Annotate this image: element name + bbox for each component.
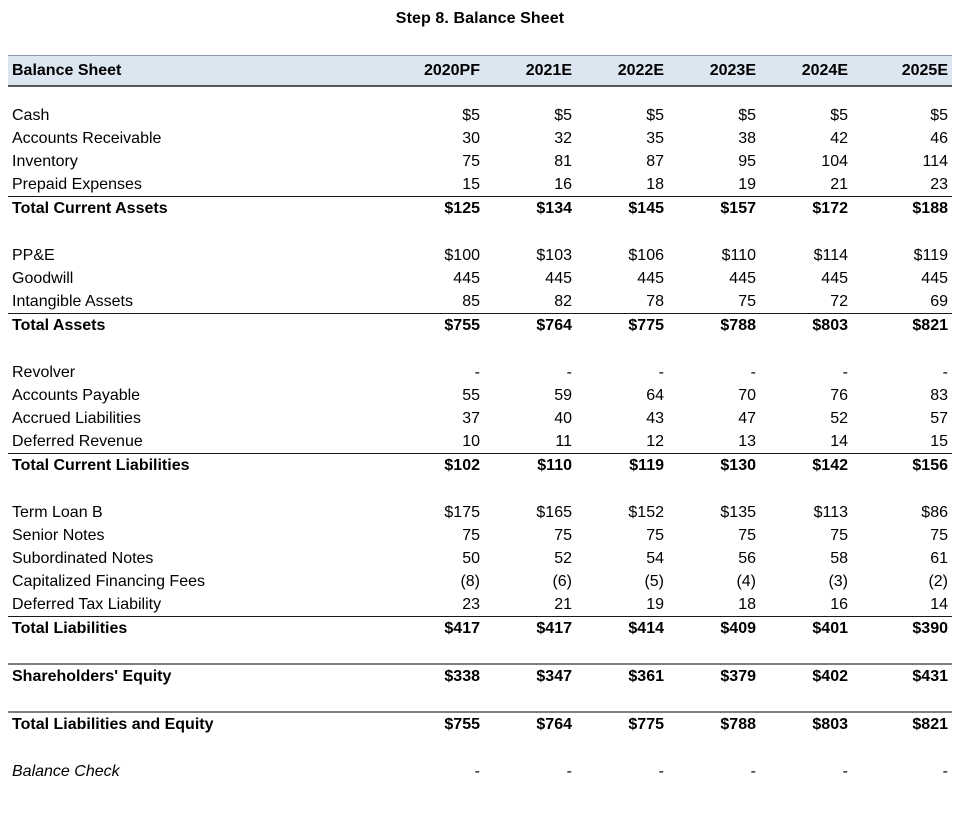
row-value: $125 — [392, 197, 484, 221]
row-value: $775 — [576, 314, 668, 338]
row-value: 30 — [462, 130, 480, 147]
row-value: 83 — [930, 387, 948, 404]
row-value: 445 — [729, 270, 756, 287]
table-row-accrued-liabilities — [8, 407, 952, 430]
spacer-row — [8, 736, 952, 760]
row-value: 75 — [738, 293, 756, 310]
row-value: 81 — [554, 153, 572, 170]
row-label: Cash — [12, 107, 50, 124]
table-row-total-liabilities — [8, 617, 952, 641]
row-value: (8) — [460, 573, 480, 590]
row-label: Subordinated Notes — [12, 550, 154, 567]
row-value: 72 — [830, 293, 848, 310]
row-value: - — [842, 364, 848, 381]
row-value: $414 — [576, 617, 668, 641]
row-value: 21 — [830, 176, 848, 193]
sheet-title: Step 8. Balance Sheet — [395, 10, 565, 27]
table-row-capitalized-financing-fees — [8, 570, 952, 593]
table-row-shareholders-equity — [8, 664, 952, 688]
row-value: $5 — [930, 107, 948, 124]
row-value: 85 — [462, 293, 480, 310]
spacer-cell — [8, 640, 952, 664]
column-header-2021e: 2021E — [484, 56, 576, 87]
row-value: $755 — [392, 314, 484, 338]
row-value: 42 — [830, 130, 848, 147]
row-value: $175 — [444, 504, 480, 521]
row-value: - — [474, 364, 480, 381]
row-value: $390 — [852, 617, 952, 641]
table-row-pp-e — [8, 244, 952, 267]
row-value: 35 — [646, 130, 664, 147]
row-value: - — [566, 763, 572, 780]
spacer-row — [8, 477, 952, 501]
row-value: 38 — [738, 130, 756, 147]
row-value: 32 — [554, 130, 572, 147]
row-value: $409 — [668, 617, 760, 641]
row-value: $134 — [484, 197, 576, 221]
row-value: $5 — [554, 107, 572, 124]
row-value: - — [658, 763, 664, 780]
row-value: $5 — [830, 107, 848, 124]
row-value: 75 — [830, 527, 848, 544]
table-row-deferred-revenue — [8, 430, 952, 454]
row-value: 52 — [554, 550, 572, 567]
column-header-2023e: 2023E — [668, 56, 760, 87]
row-value: 82 — [554, 293, 572, 310]
row-value: (5) — [644, 573, 664, 590]
row-value: 95 — [738, 153, 756, 170]
row-value: (2) — [928, 573, 948, 590]
table-body — [8, 86, 952, 783]
row-value: 445 — [453, 270, 480, 287]
row-value: $755 — [392, 712, 484, 736]
row-label: Inventory — [12, 153, 78, 170]
row-value: 69 — [930, 293, 948, 310]
row-value: 18 — [738, 596, 756, 613]
row-value: $347 — [484, 664, 576, 688]
row-label: Prepaid Expenses — [12, 176, 142, 193]
row-value: $106 — [628, 247, 664, 264]
spacer-row — [8, 220, 952, 244]
row-value: 75 — [462, 527, 480, 544]
row-value: 23 — [930, 176, 948, 193]
row-label: Senior Notes — [12, 527, 105, 544]
row-value: 16 — [830, 596, 848, 613]
row-value: $157 — [668, 197, 760, 221]
row-value: 46 — [930, 130, 948, 147]
row-value: - — [566, 364, 572, 381]
table-row-total-liabilities-and-equity — [8, 712, 952, 736]
row-value: 43 — [646, 410, 664, 427]
row-value: $188 — [852, 197, 952, 221]
row-value: 75 — [738, 527, 756, 544]
table-row-subordinated-notes — [8, 547, 952, 570]
spacer-cell — [8, 688, 952, 712]
table-row-deferred-tax-liability — [8, 593, 952, 617]
row-label: Balance Check — [12, 763, 120, 780]
row-value: 10 — [462, 433, 480, 450]
row-value: 14 — [930, 596, 948, 613]
row-value: 75 — [462, 153, 480, 170]
row-value: - — [474, 763, 480, 780]
row-value: $338 — [392, 664, 484, 688]
row-value: 87 — [646, 153, 664, 170]
row-value: $803 — [760, 712, 852, 736]
row-label: Total Assets — [8, 314, 392, 338]
row-label: Intangible Assets — [12, 293, 133, 310]
row-value: $130 — [668, 454, 760, 478]
row-value: $172 — [760, 197, 852, 221]
row-value: $5 — [738, 107, 756, 124]
row-value: 23 — [462, 596, 480, 613]
row-value: - — [658, 364, 664, 381]
row-value: $821 — [852, 712, 952, 736]
row-value: $788 — [668, 712, 760, 736]
header-row — [8, 56, 952, 87]
table-row-term-loan-b — [8, 501, 952, 524]
row-value: $103 — [536, 247, 572, 264]
row-label: Accounts Payable — [12, 387, 141, 404]
row-value: 56 — [738, 550, 756, 567]
row-value: 59 — [554, 387, 572, 404]
spacer-row — [8, 86, 952, 104]
row-value: $821 — [852, 314, 952, 338]
row-value: $102 — [392, 454, 484, 478]
header-row-label: Balance Sheet — [8, 56, 392, 87]
row-value: $100 — [444, 247, 480, 264]
spacer-cell — [8, 86, 952, 104]
row-value: - — [942, 364, 948, 381]
table-row-prepaid-expenses — [8, 173, 952, 197]
table-row-total-assets — [8, 314, 952, 338]
row-value: 47 — [738, 410, 756, 427]
row-value: $156 — [852, 454, 952, 478]
table-row-balance-check — [8, 760, 952, 783]
row-value: $142 — [760, 454, 852, 478]
row-value: 114 — [922, 153, 948, 170]
row-value: $110 — [721, 247, 756, 264]
row-label: Total Current Assets — [8, 197, 392, 221]
row-label: Accounts Receivable — [12, 130, 162, 147]
row-value: $417 — [484, 617, 576, 641]
row-value: 445 — [821, 270, 848, 287]
spacer-cell — [8, 220, 952, 244]
row-value: $361 — [576, 664, 668, 688]
row-label: Accrued Liabilities — [12, 410, 141, 427]
row-value: $803 — [760, 314, 852, 338]
row-value: $86 — [921, 504, 948, 521]
row-value: $401 — [760, 617, 852, 641]
row-value: $788 — [668, 314, 760, 338]
row-value: 40 — [554, 410, 572, 427]
spacer-cell — [8, 477, 952, 501]
row-value: 12 — [646, 433, 664, 450]
row-value: - — [942, 763, 948, 780]
row-value: 75 — [930, 527, 948, 544]
row-value: 76 — [830, 387, 848, 404]
row-value: (4) — [736, 573, 756, 590]
row-value: $119 — [576, 454, 668, 478]
row-value: 52 — [830, 410, 848, 427]
row-value: 78 — [646, 293, 664, 310]
row-label: Deferred Revenue — [12, 433, 143, 450]
row-value: 21 — [554, 596, 572, 613]
row-value: 50 — [462, 550, 480, 567]
row-value: 70 — [738, 387, 756, 404]
row-value: 75 — [554, 527, 572, 544]
row-value: 15 — [930, 433, 948, 450]
row-value: $145 — [576, 197, 668, 221]
row-value: $5 — [462, 107, 480, 124]
row-value: (3) — [828, 573, 848, 590]
row-value: $5 — [646, 107, 664, 124]
table-row-total-current-liabilities — [8, 454, 952, 478]
row-value: 445 — [921, 270, 948, 287]
table-row-revolver — [8, 361, 952, 384]
row-label: PP&E — [12, 247, 55, 264]
row-value: $113 — [813, 504, 848, 521]
row-value: $152 — [628, 504, 664, 521]
table-row-total-current-assets — [8, 197, 952, 221]
table-row-intangible-assets — [8, 290, 952, 314]
spacer-row — [8, 688, 952, 712]
row-value: 75 — [646, 527, 664, 544]
balance-sheet-table — [8, 55, 952, 783]
row-value: 18 — [646, 176, 664, 193]
row-value: 61 — [930, 550, 948, 567]
row-value: 55 — [462, 387, 480, 404]
column-header-2024e: 2024E — [760, 56, 852, 87]
row-value: $135 — [720, 504, 756, 521]
table-row-senior-notes — [8, 524, 952, 547]
row-value: $775 — [576, 712, 668, 736]
spacer-cell — [8, 337, 952, 361]
row-label: Shareholders' Equity — [8, 664, 392, 688]
row-value: 445 — [545, 270, 572, 287]
table-row-inventory — [8, 150, 952, 173]
row-label: Term Loan B — [12, 504, 103, 521]
row-value: - — [842, 763, 848, 780]
row-value: $764 — [484, 712, 576, 736]
row-label: Revolver — [12, 364, 76, 381]
row-label: Goodwill — [12, 270, 74, 287]
row-value: 11 — [555, 433, 572, 450]
spacer-row — [8, 640, 952, 664]
column-header-2022e: 2022E — [576, 56, 668, 87]
spacer-cell — [8, 736, 952, 760]
row-value: 37 — [462, 410, 480, 427]
spacer-row — [8, 337, 952, 361]
table-row-accounts-receivable — [8, 127, 952, 150]
row-label: Total Liabilities and Equity — [8, 712, 392, 736]
row-label: Total Liabilities — [8, 617, 392, 641]
row-value: $165 — [536, 504, 572, 521]
row-value: $114 — [813, 247, 848, 264]
column-header-2025e: 2025E — [852, 56, 952, 87]
row-value: 58 — [830, 550, 848, 567]
row-value: (6) — [552, 573, 572, 590]
row-value: $402 — [760, 664, 852, 688]
row-value: 14 — [830, 433, 848, 450]
row-value: $431 — [852, 664, 952, 688]
row-value: 19 — [738, 176, 756, 193]
row-value: $417 — [392, 617, 484, 641]
page — [0, 10, 960, 783]
row-label: Total Current Liabilities — [8, 454, 392, 478]
row-value: - — [750, 364, 756, 381]
column-header-2020pf: 2020PF — [392, 56, 484, 87]
table-row-cash — [8, 104, 952, 127]
row-label: Capitalized Financing Fees — [12, 573, 205, 590]
row-value: - — [750, 763, 756, 780]
row-value: 64 — [646, 387, 664, 404]
row-value: $110 — [484, 454, 576, 478]
row-value: $119 — [913, 247, 948, 264]
table-row-goodwill — [8, 267, 952, 290]
table-row-accounts-payable — [8, 384, 952, 407]
row-value: 16 — [554, 176, 572, 193]
row-value: 54 — [646, 550, 664, 567]
row-value: 445 — [637, 270, 664, 287]
row-value: 57 — [930, 410, 948, 427]
row-value: $379 — [668, 664, 760, 688]
row-value: 13 — [738, 433, 756, 450]
row-value: 19 — [646, 596, 664, 613]
row-value: 15 — [462, 176, 480, 193]
row-value: 104 — [821, 153, 848, 170]
row-label: Deferred Tax Liability — [12, 596, 162, 613]
row-value: $764 — [484, 314, 576, 338]
